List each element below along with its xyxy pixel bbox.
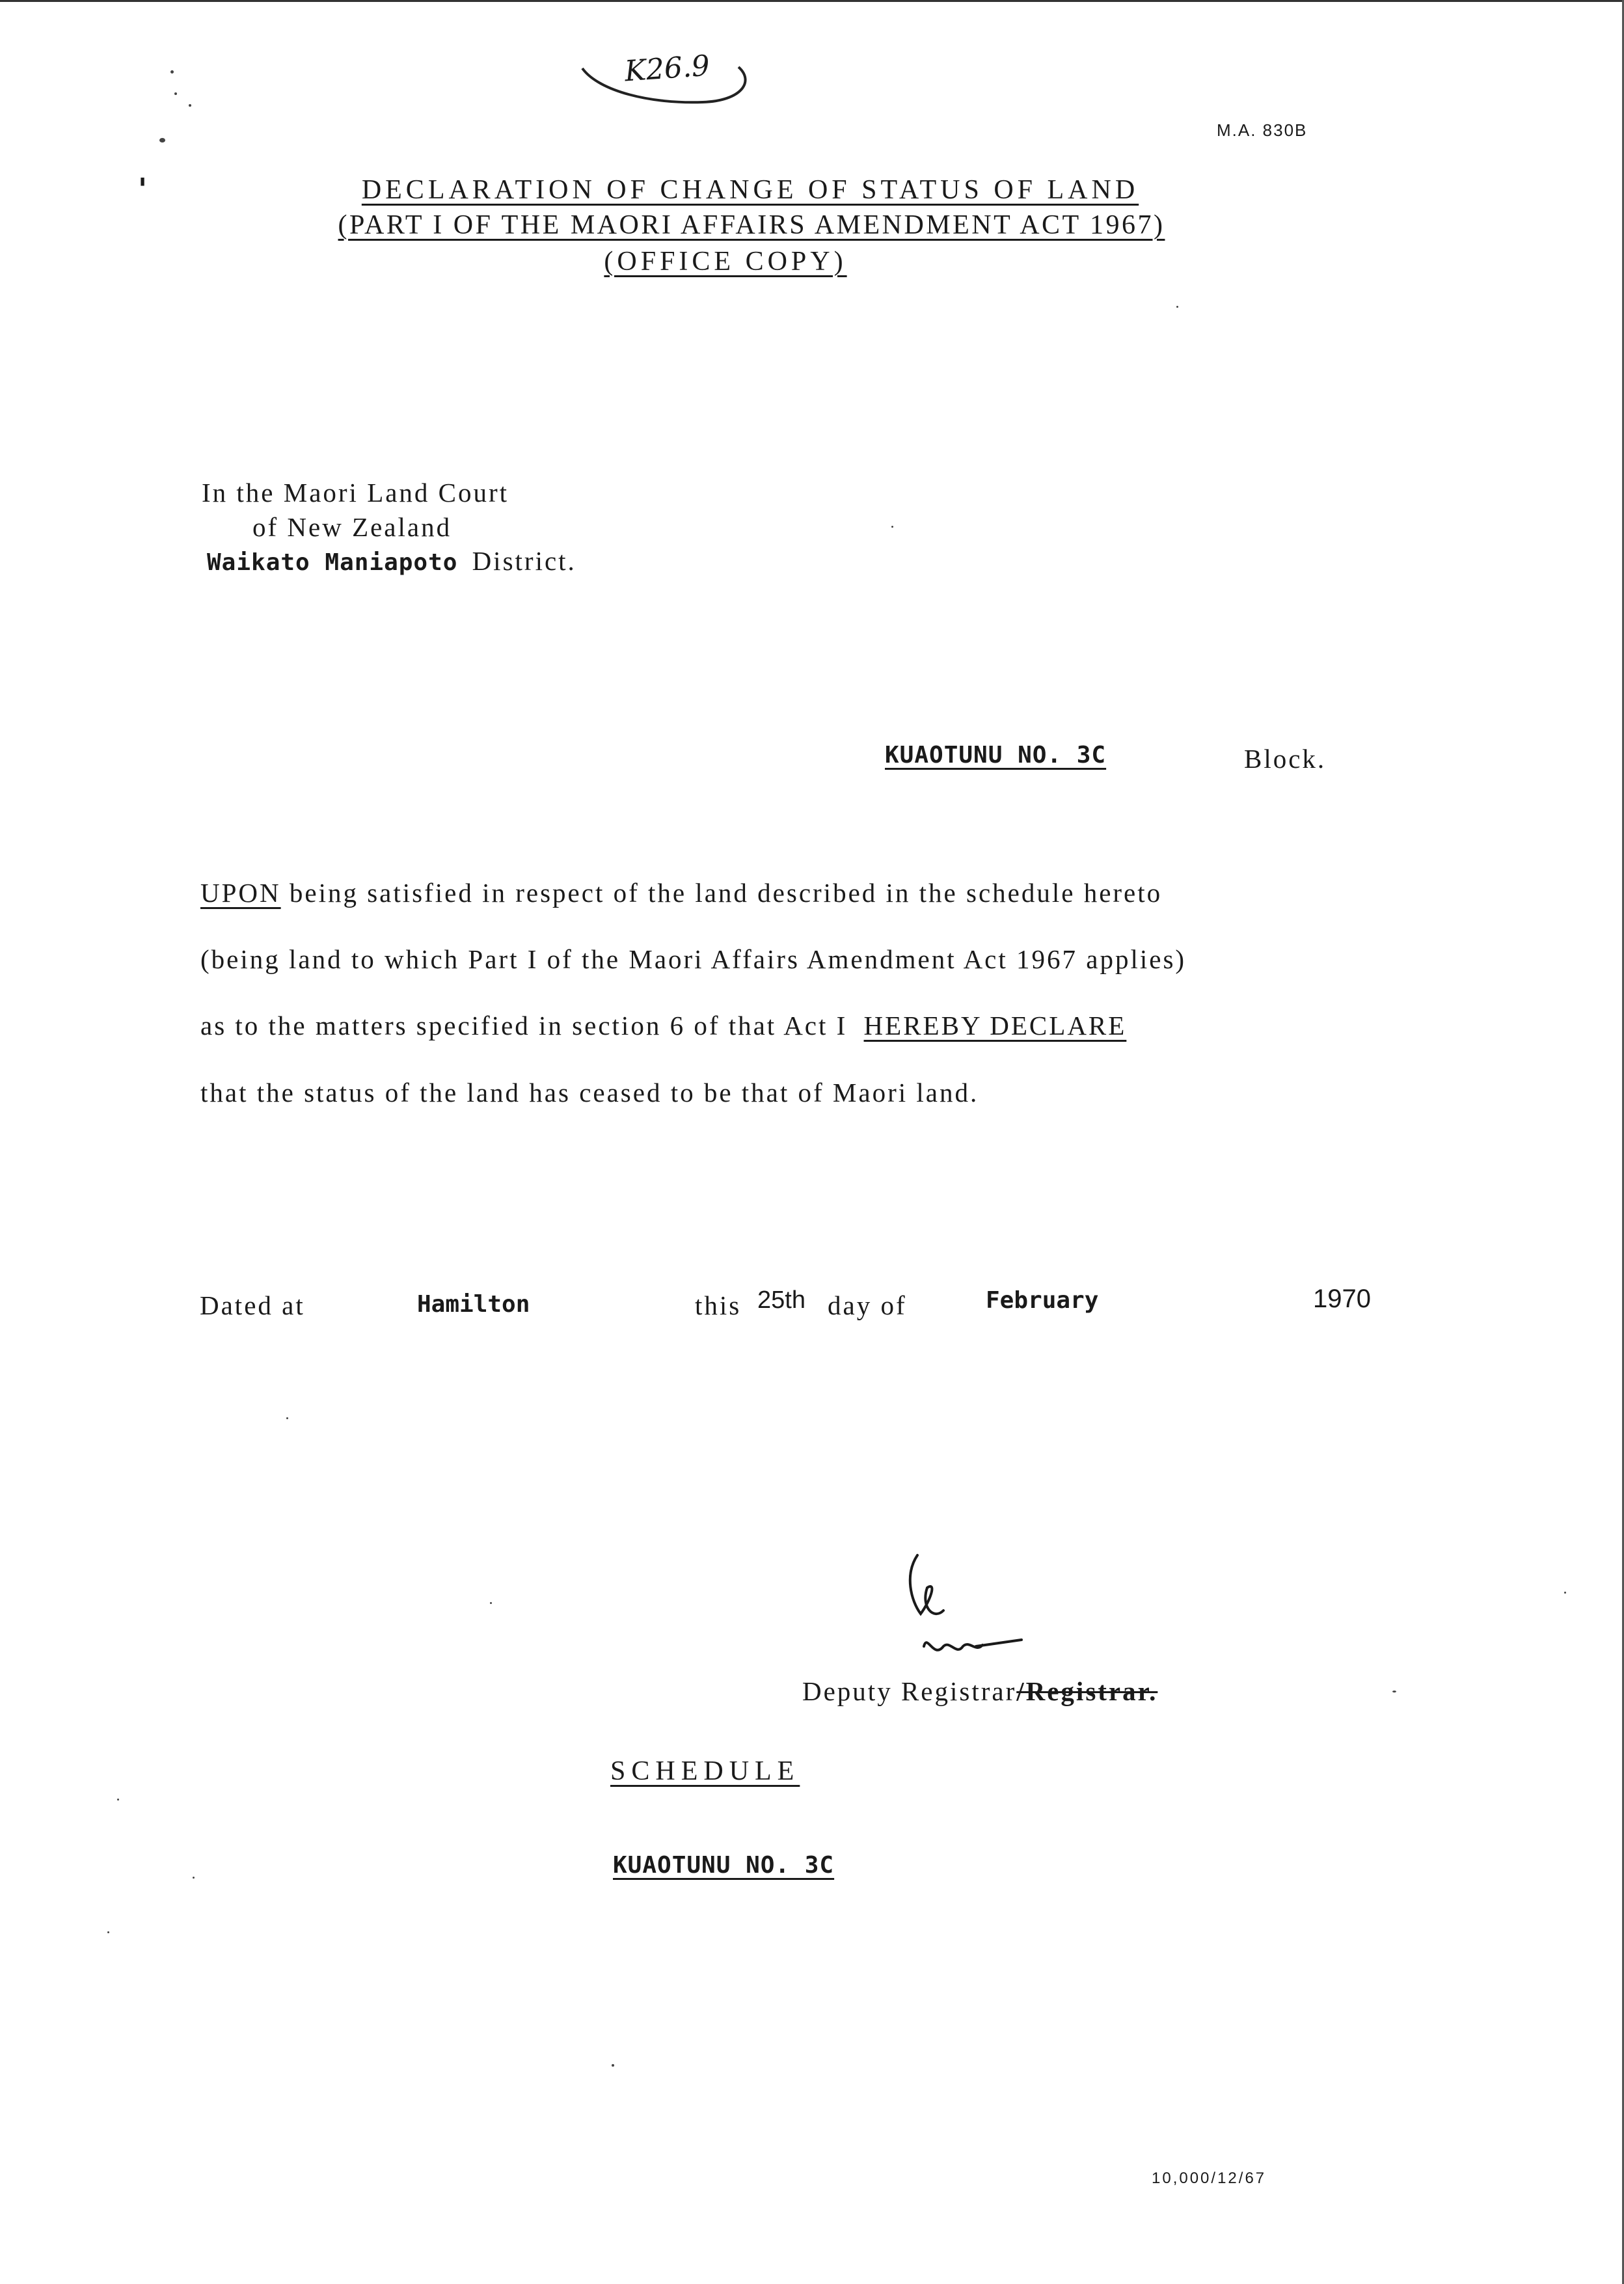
margin-mark: ' <box>138 172 148 207</box>
schedule-entry: KUAOTUNU NO. 3C <box>613 1852 835 1879</box>
struck-registrar: /Registrar. <box>1016 1676 1158 1706</box>
upon-word: UPON <box>200 878 281 908</box>
title-line-2: (PART I OF THE MAORI AFFAIRS AMENDMENT ACT 1967) <box>338 210 1165 240</box>
district-name: Waikato Maniapoto <box>207 549 458 576</box>
declaration-line-3-start: as to the matters specified in section 6 of that Act I <box>200 1011 848 1040</box>
signatory-title <box>802 1676 1157 1707</box>
block-name: KUAOTUNU NO. 3C <box>885 742 1107 768</box>
scan-speck <box>170 70 174 74</box>
dated-month: February <box>986 1287 1099 1314</box>
scan-speck <box>490 1602 492 1604</box>
block-label: Block. <box>1244 744 1327 774</box>
handwritten-reference: K26.9 <box>623 49 711 88</box>
schedule-heading: SCHEDULE <box>610 1756 800 1786</box>
declaration-line-4: that the status of the land has ceased to be that of Maori land. <box>200 1078 979 1108</box>
scan-speck <box>117 1799 119 1801</box>
scan-speck <box>159 138 165 143</box>
title-line-1: DECLARATION OF CHANGE OF STATUS OF LAND <box>361 175 1139 205</box>
form-number: M.A. 830B <box>1217 120 1308 140</box>
declaration-line-3 <box>200 1010 1126 1041</box>
dated-day: 25th <box>757 1286 805 1314</box>
scan-speck <box>189 104 191 107</box>
dated-label: Dated at <box>200 1290 305 1320</box>
dated-place: Hamilton <box>417 1291 530 1318</box>
scan-speck <box>612 2064 614 2067</box>
hereby-declare: HEREBY DECLARE <box>863 1011 1127 1040</box>
top-edge-rule <box>0 0 1624 2</box>
court-line-1: In the Maori Land Court <box>202 478 509 508</box>
scan-speck <box>1176 306 1178 308</box>
scan-speck <box>174 92 177 95</box>
scan-speck <box>1392 1691 1396 1693</box>
declaration-line-1-rest: being satisfied in respect of the land described in the schedule hereto <box>289 878 1163 908</box>
scan-speck <box>891 526 893 528</box>
footer-print-code: 10,000/12/67 <box>1152 2169 1267 2187</box>
scan-speck <box>193 1877 195 1879</box>
declaration-line-1 <box>200 877 1162 908</box>
court-line-2: of New Zealand <box>252 512 452 542</box>
scan-speck <box>1564 1592 1566 1594</box>
district-label: District. <box>472 546 576 576</box>
dated-day-of: day of <box>828 1290 907 1320</box>
declaration-line-2: (being land to which Part I of the Maori Affairs Amendment Act 1967 applies) <box>200 944 1187 974</box>
scan-speck <box>286 1417 288 1419</box>
court-district-line <box>207 545 576 577</box>
dated-this: this <box>695 1290 742 1320</box>
dated-year: 1970 <box>1313 1285 1371 1313</box>
scan-speck <box>107 1931 109 1933</box>
deputy-registrar: Deputy Registrar <box>802 1676 1017 1706</box>
title-line-3: (OFFICE COPY) <box>604 247 847 277</box>
signature-scribble <box>898 1549 1054 1672</box>
